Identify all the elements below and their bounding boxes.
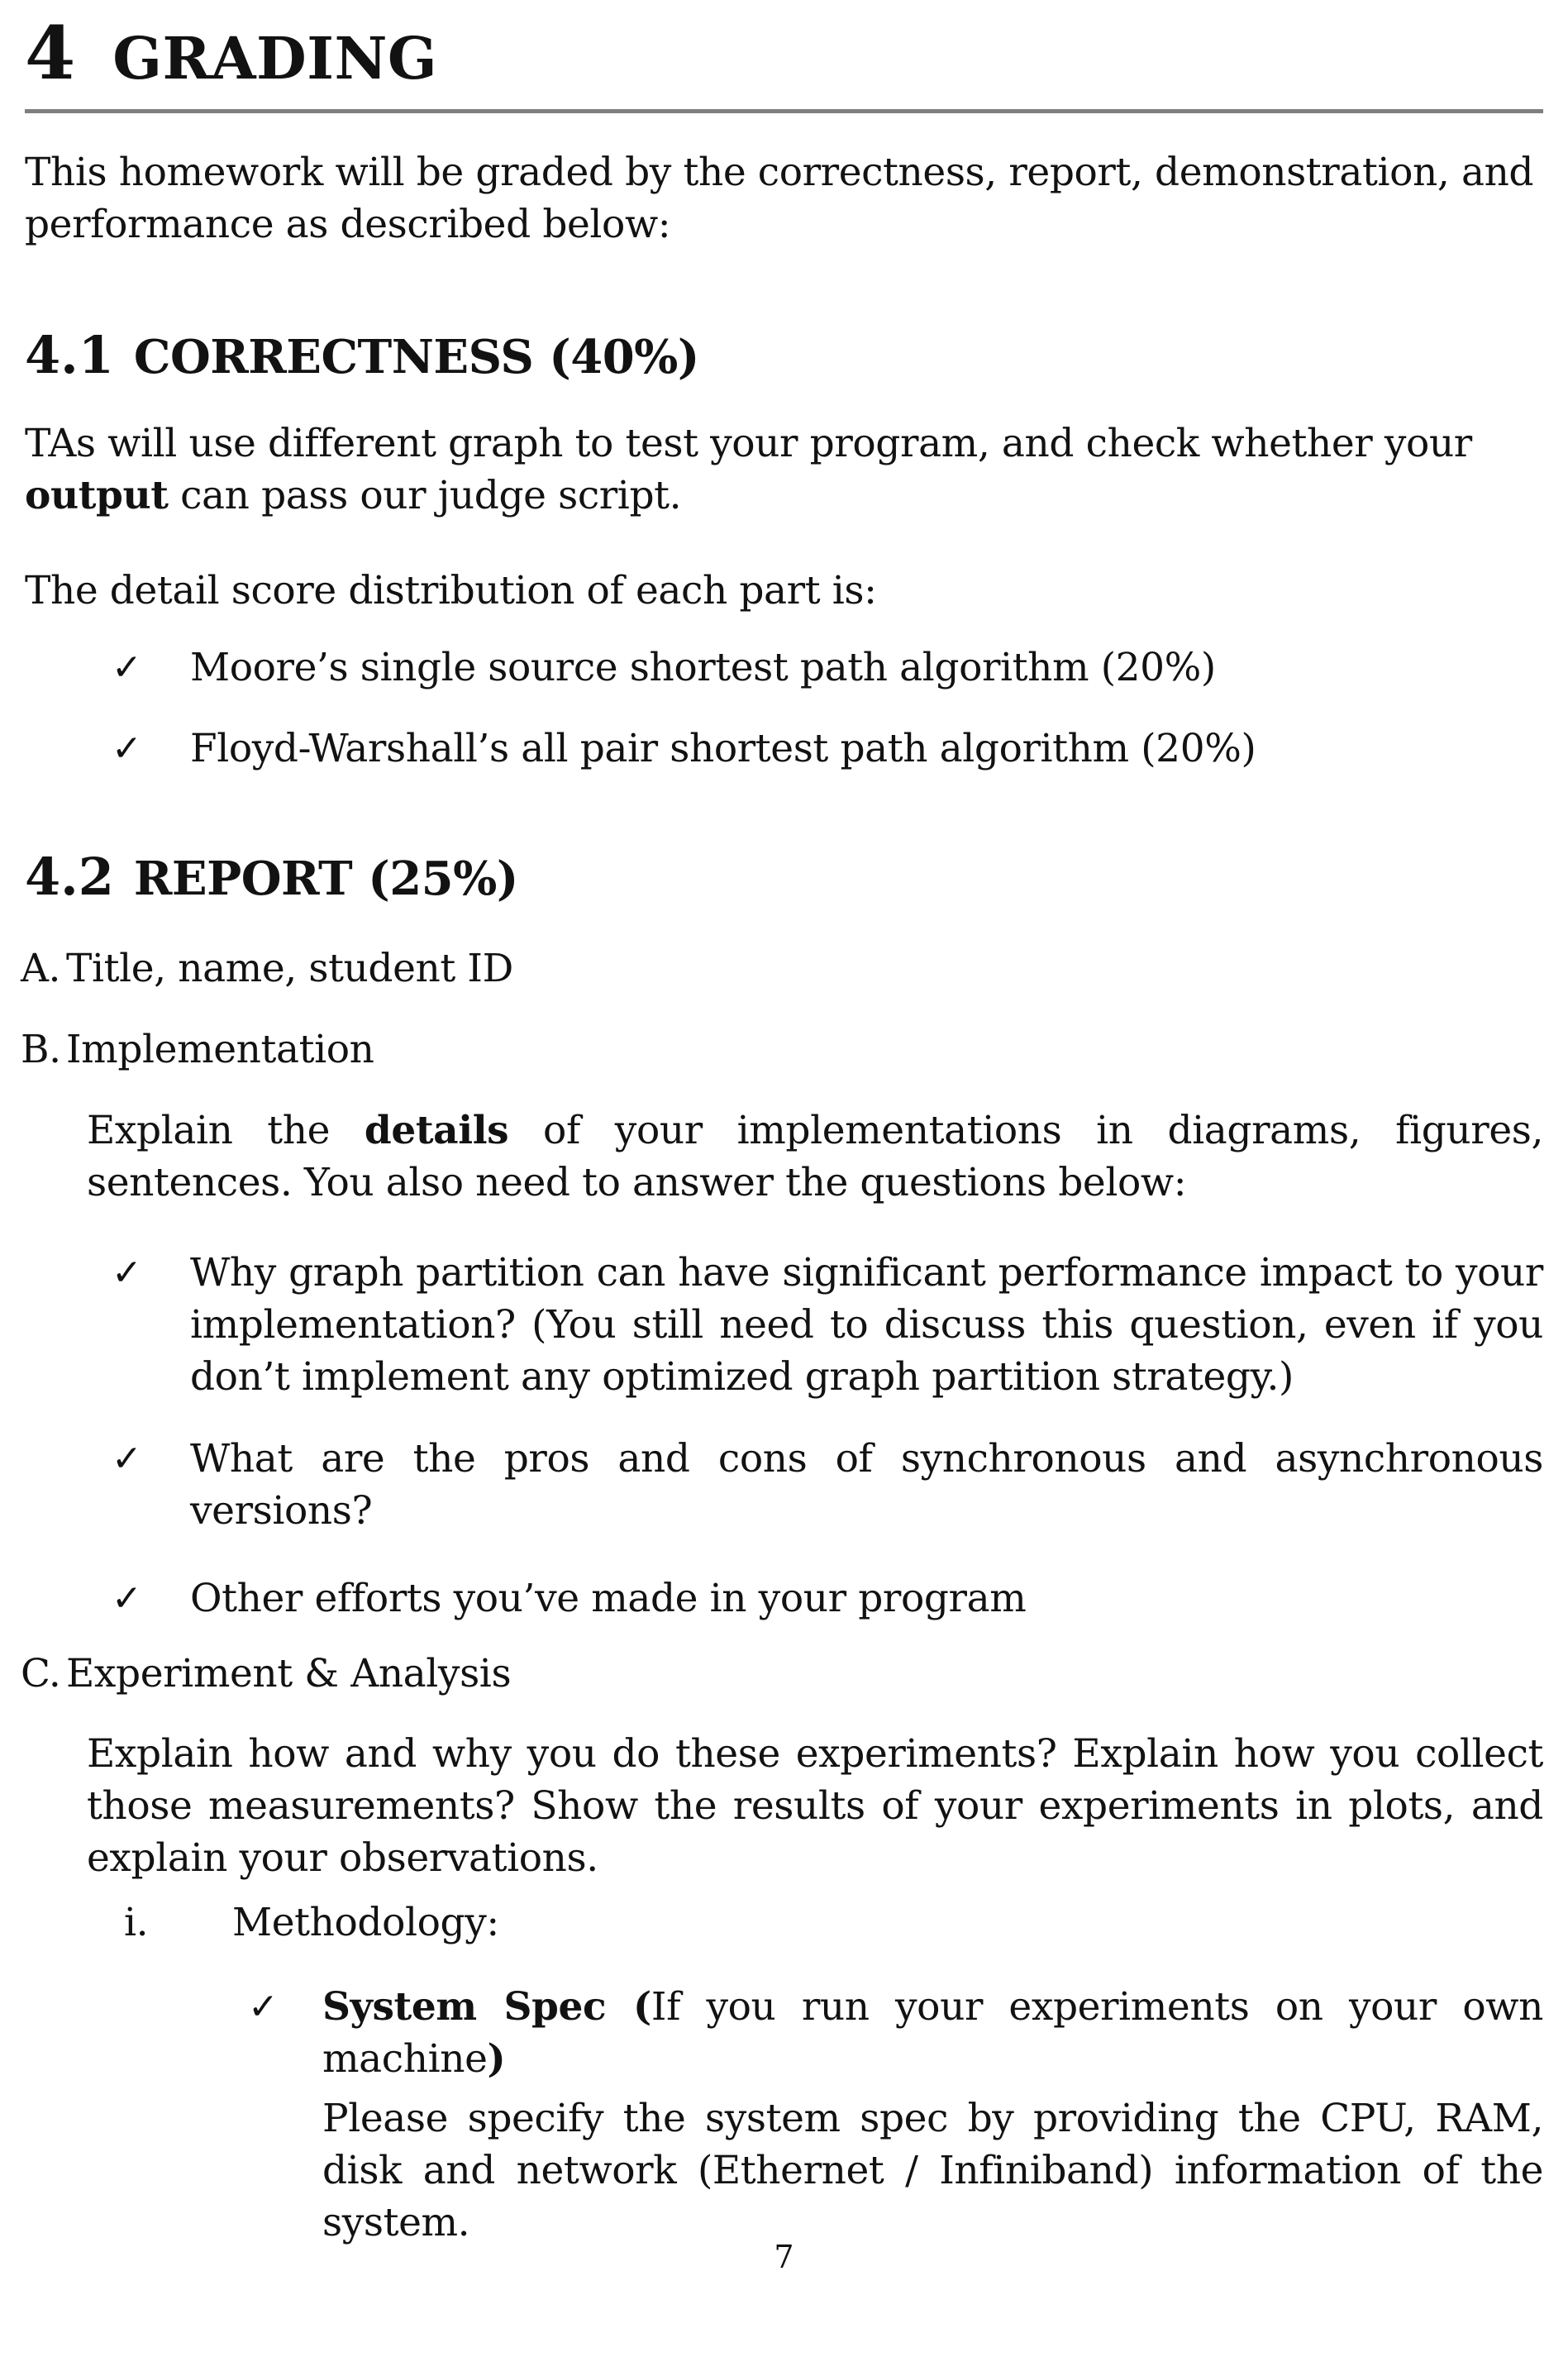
system-spec-text (322, 1984, 1543, 2082)
correctness-paragraph-bold: output (25, 473, 169, 518)
check-icon: ✓ (112, 1438, 142, 1480)
system-spec-detail: Please specify the system spec by providing the CPU, RAM, disk and network (Ethernet / Infiniband) information of the system. (322, 2096, 1543, 2245)
list-item-c-text: Experiment & Analysis (66, 1651, 512, 1696)
checklist-item-text: Other efforts you’ve made in your program (190, 1576, 1027, 1621)
checklist-item-text: Why graph partition can have significant performance impact to your implementation? (You still need to discuss this question, even if you don’t implement any optimized graph partition strategy.) (190, 1250, 1543, 1400)
system-spec-normal: If you run your experiments on your own machine (322, 1984, 1544, 2082)
list-item-a-text: Title, name, student ID (66, 946, 513, 991)
list-item-c-label: C. (21, 1651, 61, 1696)
checklist-item-text: What are the pros and cons of synchronous and asynchronous versions? (190, 1436, 1543, 1534)
list-item-a-label: A. (21, 946, 61, 991)
check-icon: ✓ (112, 1252, 142, 1294)
list-item-b-label: B. (21, 1027, 61, 1072)
checklist-item-graph-partition (25, 1247, 1543, 1403)
implementation-paragraph-bold: details (364, 1108, 509, 1153)
check-icon: ✓ (112, 647, 142, 689)
subsection-heading-correctness (25, 325, 1543, 385)
subsection-number: 4.2 (25, 847, 114, 907)
subsection-title: REPORT (25%) (133, 852, 518, 906)
list-item-a (21, 942, 1543, 995)
list-item-b-text: Implementation (66, 1027, 374, 1072)
checklist-item-system-spec (25, 1981, 1543, 2249)
checklist-item-text: Floyd-Warshall’s all pair shortest path algorithm (20%) (190, 726, 1256, 771)
roman-item-label: i. (124, 1900, 149, 1945)
heading-rule (25, 109, 1543, 113)
subsection-heading-report (25, 847, 1543, 907)
check-icon: ✓ (248, 1986, 279, 2028)
implementation-paragraph (87, 1105, 1543, 1209)
check-icon: ✓ (112, 728, 142, 770)
correctness-paragraph-pre: TAs will use different graph to test your program, and check whether your (25, 421, 1472, 466)
subsection-title: CORRECTNESS (40%) (133, 330, 699, 384)
checklist-item-text: Moore’s single source shortest path algorithm (20%) (190, 645, 1216, 690)
checklist-item-pros-cons (25, 1433, 1543, 1537)
checklist-item-floyd (25, 723, 1543, 775)
section-number: 4 (25, 10, 76, 96)
section-heading-grading (25, 10, 1543, 96)
correctness-paragraph-post: can pass our judge script. (168, 473, 682, 518)
experiment-paragraph: Explain how and why you do these experiments? Explain how you collect those measurements? Show the results of your experiments in plots, and explain your observations. (87, 1731, 1543, 1881)
system-spec-bold-open: System Spec ( (322, 1984, 651, 2030)
checklist-item-other-efforts (25, 1572, 1543, 1625)
correctness-paragraph (25, 417, 1543, 522)
implementation-paragraph-pre: Explain the (87, 1108, 365, 1153)
section-title: GRADING (112, 24, 438, 93)
system-spec-bold-close: ) (487, 2036, 506, 2082)
list-item-c (21, 1648, 1543, 1700)
checklist-item-moore (25, 642, 1543, 694)
check-icon: ✓ (112, 1577, 142, 1620)
subsection-number: 4.1 (25, 325, 114, 385)
implementation-paragraph-post: of your implementations in diagrams, figures, sentences. You also need to answer the questions below: (87, 1108, 1543, 1205)
roman-item-methodology (25, 1897, 1543, 1949)
roman-item-text: Methodology: (232, 1900, 499, 1945)
page-number: 7 (774, 2239, 794, 2275)
intro-paragraph: This homework will be graded by the correctness, report, demonstration, and performance as described below: (25, 150, 1534, 247)
list-item-b (21, 1023, 1543, 1076)
score-distribution-line: The detail score distribution of each part is: (25, 568, 877, 613)
